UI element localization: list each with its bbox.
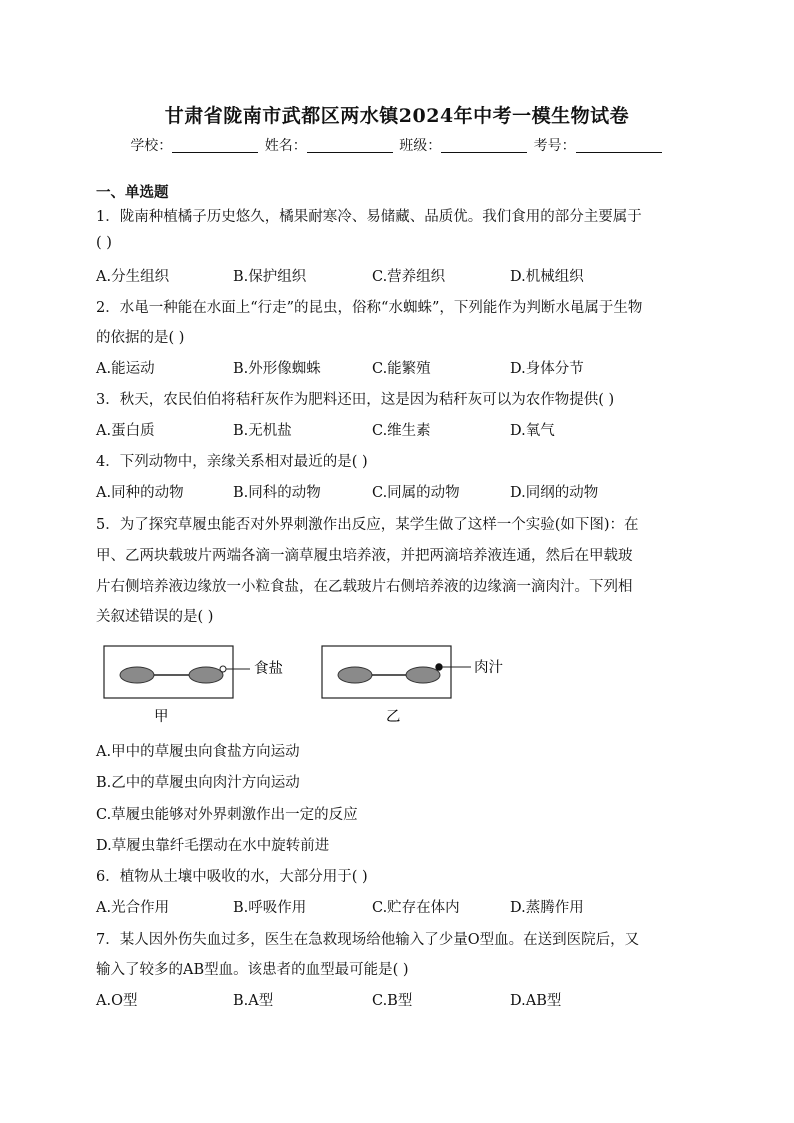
question-5-option-d: D.草履虫靠纤毛摆动在水中旋转前进 (96, 838, 330, 854)
question-2-stem: 2．水黾一种能在水面上“行走”的昆虫，俗称“水蜘蛛”，下列能作为判断水黾属于生物 (96, 300, 643, 316)
option-a: A.分生组织 (96, 269, 170, 285)
question-5-option-c: C.草履虫能够对外界刺激作出一定的反应 (96, 807, 358, 823)
option-b: B.无机盐 (233, 423, 292, 439)
option-c: C.营养组织 (372, 269, 446, 285)
student-info-line (0, 135, 794, 155)
question-4-stem: 4．下列动物中，亲缘关系相对最近的是( ) (96, 454, 368, 470)
option-a: A.蛋白质 (96, 423, 155, 439)
option-b: B.保护组织 (233, 269, 307, 285)
option-b: B.同科的动物 (233, 485, 321, 501)
class-label: 班级： (399, 138, 442, 154)
option-c: C.维生素 (372, 423, 431, 439)
option-a: A.同种的动物 (96, 485, 184, 501)
salt-label: 食盐 (254, 661, 283, 677)
question-7-stem-cont: 输入了较多的AB型血。该患者的血型最可能是( ) (96, 962, 409, 978)
question-5-stem: 5．为了探究草履虫能否对外界刺激作出反应，某学生做了这样一个实验(如下图)：在 (96, 517, 639, 533)
option-d: D.AB型 (510, 993, 562, 1009)
salt-grain (220, 666, 226, 672)
option-d: D.氧气 (510, 423, 555, 439)
question-7-stem: 7．某人因外伤失血过多，医生在急救现场给他输入了少量O型血。在送到医院后，又 (96, 932, 640, 948)
school-label: 学校： (130, 138, 173, 154)
culture-drop-left (120, 667, 154, 683)
culture-drop-right (406, 667, 440, 683)
question-2-stem-cont: 的依据的是( ) (96, 330, 185, 346)
name-label: 姓名： (264, 138, 307, 154)
juice-label: 肉汁 (474, 660, 503, 676)
class-blank[interactable] (441, 138, 527, 153)
caption-jia: 甲 (154, 709, 169, 725)
question-6-stem: 6．植物从土壤中吸收的水，大部分用于( ) (96, 869, 368, 885)
culture-drop-right (189, 667, 223, 683)
question-5-option-a: A.甲中的草履虫向食盐方向运动 (96, 744, 300, 760)
culture-drop-left (338, 667, 372, 683)
option-b: B.外形像蜘蛛 (233, 361, 321, 377)
question-3-stem: 3．秋天，农民伯伯将秸秆灰作为肥料还田，这是因为秸秆灰可以为农作物提供( ) (96, 392, 615, 408)
option-b: B.A型 (233, 993, 274, 1009)
option-c: C.B型 (372, 993, 413, 1009)
option-a: A.光合作用 (96, 900, 170, 916)
number-blank[interactable] (576, 138, 662, 153)
paramecium-experiment-figure (96, 638, 536, 728)
question-5-stem-cont-1: 甲、乙两块载玻片两端各滴一滴草履虫培养液，并把两滴培养液连通，然后在甲载玻 (96, 548, 633, 564)
number-label: 考号： (533, 138, 576, 154)
name-blank[interactable] (307, 138, 393, 153)
meat-juice-drop (436, 664, 442, 670)
option-d: D.同纲的动物 (510, 485, 599, 501)
option-d: D.蒸腾作用 (510, 900, 584, 916)
question-5-stem-cont-2: 片右侧培养液边缘放一小粒食盐，在乙载玻片右侧培养液的边缘滴一滴肉汁。下列相 (96, 579, 633, 595)
question-5-option-b: B.乙中的草履虫向肉汁方向运动 (96, 775, 300, 791)
option-d: D.身体分节 (510, 361, 584, 377)
option-b: B.呼吸作用 (233, 900, 307, 916)
option-a: A.能运动 (96, 361, 155, 377)
option-a: A.O型 (96, 993, 138, 1009)
exam-title: 甘肃省陇南市武都区两水镇2024年中考一模生物试卷 (164, 105, 630, 127)
section-title: 一、单选题 (96, 184, 169, 201)
option-d: D.机械组织 (510, 269, 584, 285)
question-5-stem-cont-3: 关叙述错误的是( ) (96, 609, 214, 625)
option-c: C.能繁殖 (372, 361, 431, 377)
option-c: C.贮存在体内 (372, 900, 460, 916)
option-c: C.同属的动物 (372, 485, 460, 501)
question-1-stem: 1．陇南种植橘子历史悠久，橘果耐寒冷、易储藏、品质优。我们食用的部分主要属于 (96, 209, 642, 225)
caption-yi: 乙 (386, 709, 401, 725)
question-1-stem-cont: ( ) (96, 235, 112, 251)
school-blank[interactable] (172, 138, 258, 153)
